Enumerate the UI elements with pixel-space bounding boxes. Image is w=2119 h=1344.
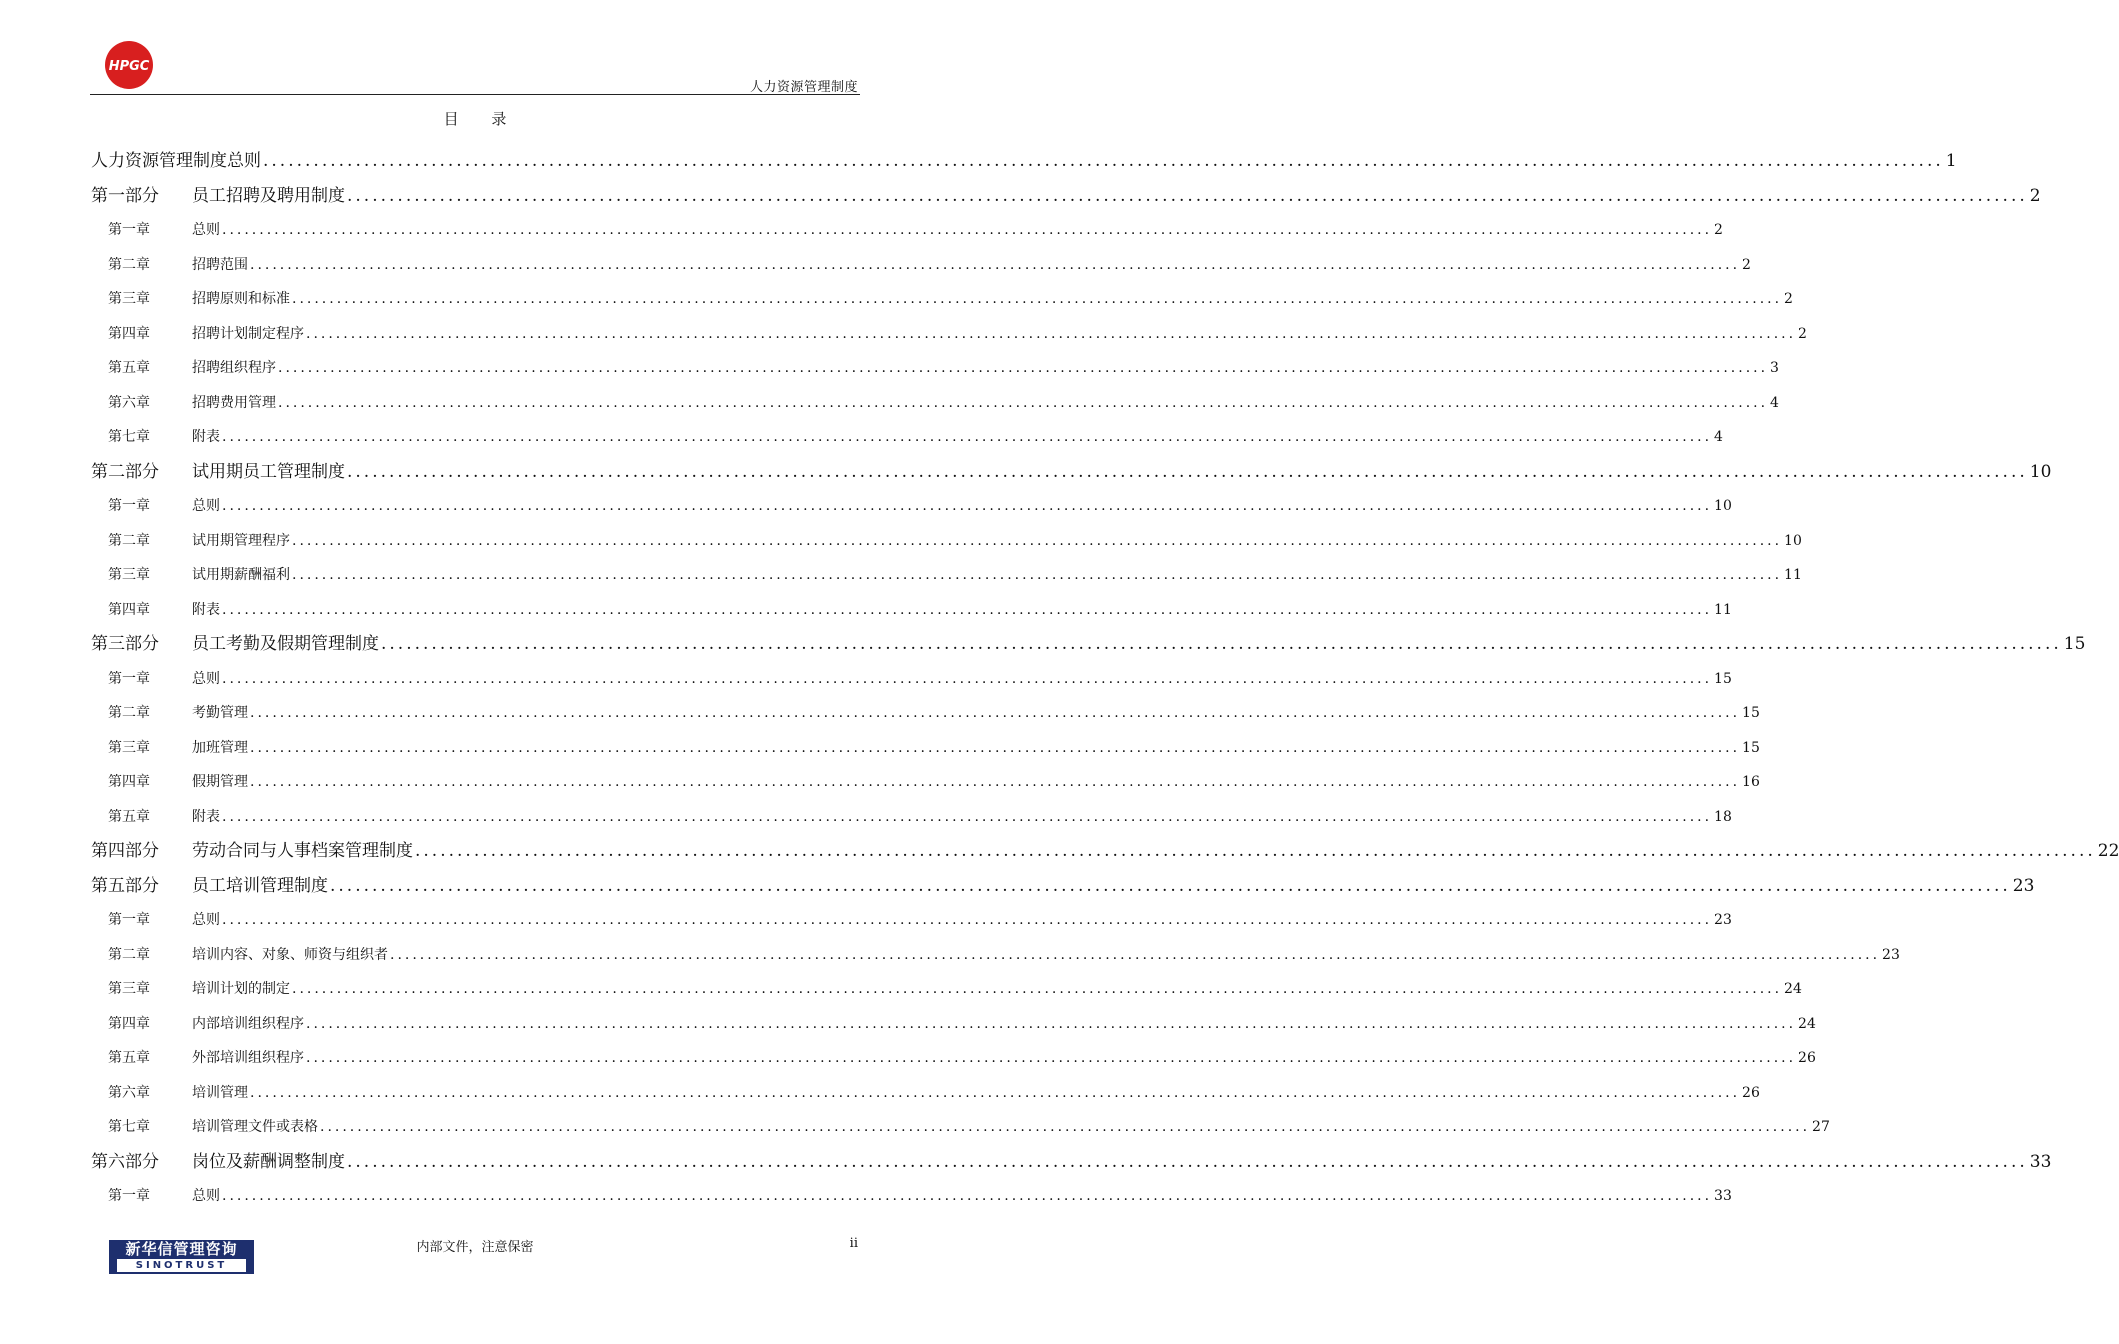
toc-entry-page: 10 <box>2029 461 2052 482</box>
toc-entry[interactable] <box>91 696 1760 731</box>
toc-leader-dots: ........................................................................................................................................................................................................ <box>222 222 1713 238</box>
toc-entry-page: 10 <box>1714 498 1732 514</box>
toc-entry-title: 假期管理 <box>192 774 248 790</box>
toc-entry-page: 22 <box>2097 841 2119 861</box>
toc-leader-dots: ........................................................................................................................................................................................................ <box>222 670 1713 687</box>
toc-entry-label: 第四部分 <box>91 841 159 861</box>
toc-entry-label: 第四章 <box>108 601 150 618</box>
toc-leader-dots: ........................................................................................................................................................................................................ <box>292 981 1783 997</box>
toc-leader-dots: ........................................................................................................................................................................................................ <box>292 532 1783 549</box>
toc-entry-label: 第二部分 <box>91 461 159 482</box>
toc-entry-title: 考勤管理 <box>192 705 248 721</box>
toc-entry-title: 培训计划的制定 <box>192 981 290 997</box>
toc-entry[interactable] <box>91 938 1900 973</box>
toc-leader-dots: ........................................................................................................................................................................................................ <box>250 256 1741 273</box>
toc-leader-dots: ........................................................................................................................................................................................................ <box>292 567 1783 583</box>
toc-entry-page: 26 <box>1742 1084 1760 1101</box>
toc-leader-dots: ........................................................................................................................................................................................................ <box>292 291 1783 307</box>
toc-leader-dots: ........................................................................................................................................................................................................ <box>222 601 1713 618</box>
toc-entry-page: 23 <box>2012 875 2035 896</box>
toc-entry-title: 招聘组织程序 <box>192 360 276 376</box>
toc-entry[interactable] <box>91 524 1802 559</box>
toc-entry-page: 4 <box>1714 429 1723 445</box>
table-of-contents <box>91 144 2119 1214</box>
toc-entry-title: 劳动合同与人事档案管理制度 <box>192 841 413 861</box>
toc-leader-dots: ........................................................................................................................................................................................................ <box>250 739 1741 756</box>
toc-entry-title: 人力资源管理制度总则 <box>91 151 261 171</box>
toc-leader-dots: ........................................................................................................................................................................................................ <box>263 151 1944 171</box>
toc-entry-label: 第一部分 <box>91 185 159 206</box>
toc-entry[interactable] <box>91 1110 1830 1145</box>
toc-entry-label: 第七章 <box>108 429 150 445</box>
toc-entry-title: 附表 <box>192 808 220 825</box>
toc-entry-label: 第六部分 <box>91 1151 159 1172</box>
toc-entry-title: 招聘计划制定程序 <box>192 325 304 342</box>
toc-leader-dots: ........................................................................................................................................................................................................ <box>222 429 1713 445</box>
toc-entry[interactable] <box>91 1179 1732 1214</box>
toc-entry-title: 附表 <box>192 429 220 445</box>
toc-entry-title: 试用期员工管理制度 <box>192 461 345 482</box>
toc-entry-label: 第二章 <box>108 705 150 721</box>
toc-entry[interactable] <box>91 869 2035 904</box>
header-title: 人力资源管理制度 <box>749 80 858 95</box>
toc-entry-label: 第一章 <box>108 222 150 238</box>
toc-entry[interactable] <box>91 248 1751 283</box>
toc-entry-page: 3 <box>1770 360 1779 376</box>
toc-entry-label: 第四章 <box>108 774 150 790</box>
toc-leader-dots: ........................................................................................................................................................................................................ <box>250 1084 1741 1101</box>
toc-leader-dots: ........................................................................................................................................................................................................ <box>250 774 1741 790</box>
toc-leader-dots: ........................................................................................................................................................................................................ <box>222 498 1713 514</box>
toc-entry-title: 总则 <box>192 1188 220 1204</box>
toc-leader-dots: ........................................................................................................................................................................................................ <box>222 1188 1713 1204</box>
toc-entry-page: 16 <box>1742 774 1760 790</box>
toc-entry-label: 第五章 <box>108 1050 150 1066</box>
toc-entry-title: 附表 <box>192 601 220 618</box>
toc-entry-page: 15 <box>1742 739 1760 756</box>
toc-entry-title: 总则 <box>192 912 220 928</box>
toc-entry-page: 2 <box>1798 325 1807 342</box>
toc-entry-label: 第一章 <box>108 912 150 928</box>
toc-entry-title: 培训内容、对象、师资与组织者 <box>192 946 388 963</box>
toc-leader-dots: ........................................................................................................................................................................................................ <box>222 808 1713 825</box>
toc-leader-dots: ........................................................................................................................................................................................................ <box>347 1151 2028 1172</box>
toc-entry[interactable] <box>91 213 1723 248</box>
toc-leader-dots: ........................................................................................................................................................................................................ <box>250 705 1741 721</box>
header-divider <box>90 94 860 95</box>
toc-entry-label: 第二章 <box>108 256 150 273</box>
toc-entry-title: 外部培训组织程序 <box>192 1050 304 1066</box>
toc-entry-page: 18 <box>1714 808 1732 825</box>
toc-entry-page: 23 <box>1714 912 1732 928</box>
toc-entry-page: 11 <box>1714 601 1732 618</box>
toc-entry-title: 员工培训管理制度 <box>192 875 328 896</box>
toc-leader-dots: ........................................................................................................................................................................................................ <box>347 185 2028 206</box>
toc-entry[interactable] <box>91 489 1732 524</box>
toc-entry[interactable] <box>91 558 1802 593</box>
toc-entry-label: 第四章 <box>108 325 150 342</box>
toc-entry[interactable] <box>91 282 1793 317</box>
toc-entry-title: 试用期管理程序 <box>192 532 290 549</box>
toc-entry-page: 11 <box>1784 567 1802 583</box>
toc-entry[interactable] <box>91 731 1760 766</box>
toc-entry-title: 试用期薪酬福利 <box>192 567 290 583</box>
toc-entry[interactable] <box>91 351 1779 386</box>
toc-entry-label: 第一章 <box>108 1188 150 1204</box>
toc-entry-title: 招聘原则和标准 <box>192 291 290 307</box>
toc-leader-dots: ........................................................................................................................................................................................................ <box>381 634 2062 654</box>
toc-entry-title: 培训管理 <box>192 1084 248 1101</box>
toc-entry[interactable] <box>91 420 1723 455</box>
footer-logo-cn: 新华信管理咨询 <box>125 1240 238 1258</box>
toc-leader-dots: ........................................................................................................................................................................................................ <box>306 1050 1797 1066</box>
toc-entry-label: 第三部分 <box>91 634 159 654</box>
confidential-note: 内部文件，注意保密 <box>416 1240 534 1255</box>
toc-entry-page: 23 <box>1882 946 1900 963</box>
toc-entry-label: 第二章 <box>108 946 150 963</box>
toc-entry-page: 26 <box>1798 1050 1816 1066</box>
toc-leader-dots: ........................................................................................................................................................................................................ <box>415 841 2096 861</box>
toc-title: 目 录 <box>443 110 521 128</box>
toc-entry-title: 加班管理 <box>192 739 248 756</box>
toc-leader-dots: ........................................................................................................................................................................................................ <box>330 875 2011 896</box>
toc-leader-dots: ........................................................................................................................................................................................................ <box>306 1015 1797 1032</box>
toc-entry-label: 第五章 <box>108 360 150 376</box>
toc-entry[interactable] <box>91 593 1732 628</box>
toc-entry[interactable] <box>91 455 2052 490</box>
toc-entry-page: 4 <box>1770 394 1779 411</box>
toc-entry-page: 2 <box>2029 185 2041 206</box>
toc-entry-label: 第三章 <box>108 291 150 307</box>
toc-entry[interactable] <box>91 179 2041 214</box>
toc-entry[interactable] <box>91 144 1957 179</box>
toc-entry-title: 员工招聘及聘用制度 <box>192 185 345 206</box>
toc-entry-title: 培训管理文件或表格 <box>192 1119 318 1135</box>
toc-entry-label: 第五部分 <box>91 875 159 896</box>
toc-entry[interactable] <box>91 627 2086 662</box>
toc-entry[interactable] <box>91 800 1732 835</box>
toc-entry[interactable] <box>91 662 1732 697</box>
toc-entry-page: 2 <box>1784 291 1793 307</box>
toc-entry-page: 24 <box>1798 1015 1816 1032</box>
company-logo <box>100 40 158 90</box>
toc-entry-page: 15 <box>1714 670 1732 687</box>
toc-entry-page: 15 <box>1742 705 1760 721</box>
toc-entry-page: 24 <box>1784 981 1802 997</box>
toc-entry-label: 第四章 <box>108 1015 150 1032</box>
footer-logo-en: SINOTRUST <box>117 1259 246 1272</box>
toc-entry-page: 2 <box>1742 256 1751 273</box>
toc-entry-page: 10 <box>1784 532 1802 549</box>
toc-leader-dots: ........................................................................................................................................................................................................ <box>222 912 1713 928</box>
toc-entry-label: 第二章 <box>108 532 150 549</box>
toc-entry-page: 33 <box>1714 1188 1732 1204</box>
toc-entry-title: 招聘范围 <box>192 256 248 273</box>
toc-entry[interactable] <box>91 1145 2052 1180</box>
toc-entry-label: 第一章 <box>108 498 150 514</box>
toc-leader-dots: ........................................................................................................................................................................................................ <box>390 946 1881 963</box>
toc-entry[interactable] <box>91 1076 1760 1111</box>
toc-entry-label: 第三章 <box>108 739 150 756</box>
toc-entry-title: 员工考勤及假期管理制度 <box>192 634 379 654</box>
page-number: ii <box>849 1236 858 1251</box>
toc-entry[interactable] <box>91 972 1802 1007</box>
toc-entry-page: 2 <box>1714 222 1723 238</box>
toc-entry-label: 第三章 <box>108 567 150 583</box>
toc-entry[interactable] <box>91 1007 1816 1042</box>
toc-entry-page: 1 <box>1945 151 1957 171</box>
toc-entry-label: 第一章 <box>108 670 150 687</box>
toc-entry[interactable] <box>91 903 1732 938</box>
toc-entry-label: 第三章 <box>108 981 150 997</box>
toc-entry-title: 岗位及薪酬调整制度 <box>192 1151 345 1172</box>
toc-leader-dots: ........................................................................................................................................................................................................ <box>278 394 1769 411</box>
toc-entry[interactable] <box>91 317 1807 352</box>
toc-entry[interactable] <box>91 386 1779 421</box>
toc-entry[interactable] <box>91 1041 1816 1076</box>
toc-entry-title: 内部培训组织程序 <box>192 1015 304 1032</box>
toc-entry-label: 第五章 <box>108 808 150 825</box>
toc-entry-title: 总则 <box>192 498 220 514</box>
toc-entry-page: 33 <box>2029 1151 2052 1172</box>
toc-entry-page: 15 <box>2063 634 2086 654</box>
toc-entry-label: 第六章 <box>108 394 150 411</box>
toc-entry[interactable] <box>91 834 2119 869</box>
toc-leader-dots: ........................................................................................................................................................................................................ <box>306 325 1797 342</box>
toc-leader-dots: ........................................................................................................................................................................................................ <box>320 1119 1811 1135</box>
toc-leader-dots: ........................................................................................................................................................................................................ <box>347 461 2028 482</box>
toc-entry-label: 第七章 <box>108 1119 150 1135</box>
toc-entry-label: 第六章 <box>108 1084 150 1101</box>
toc-entry[interactable] <box>91 765 1760 800</box>
toc-entry-title: 招聘费用管理 <box>192 394 276 411</box>
toc-leader-dots: ........................................................................................................................................................................................................ <box>278 360 1769 376</box>
toc-entry-title: 总则 <box>192 222 220 238</box>
toc-entry-page: 27 <box>1812 1119 1830 1135</box>
logo-text: HPGC <box>108 59 150 74</box>
toc-entry-title: 总则 <box>192 670 220 687</box>
